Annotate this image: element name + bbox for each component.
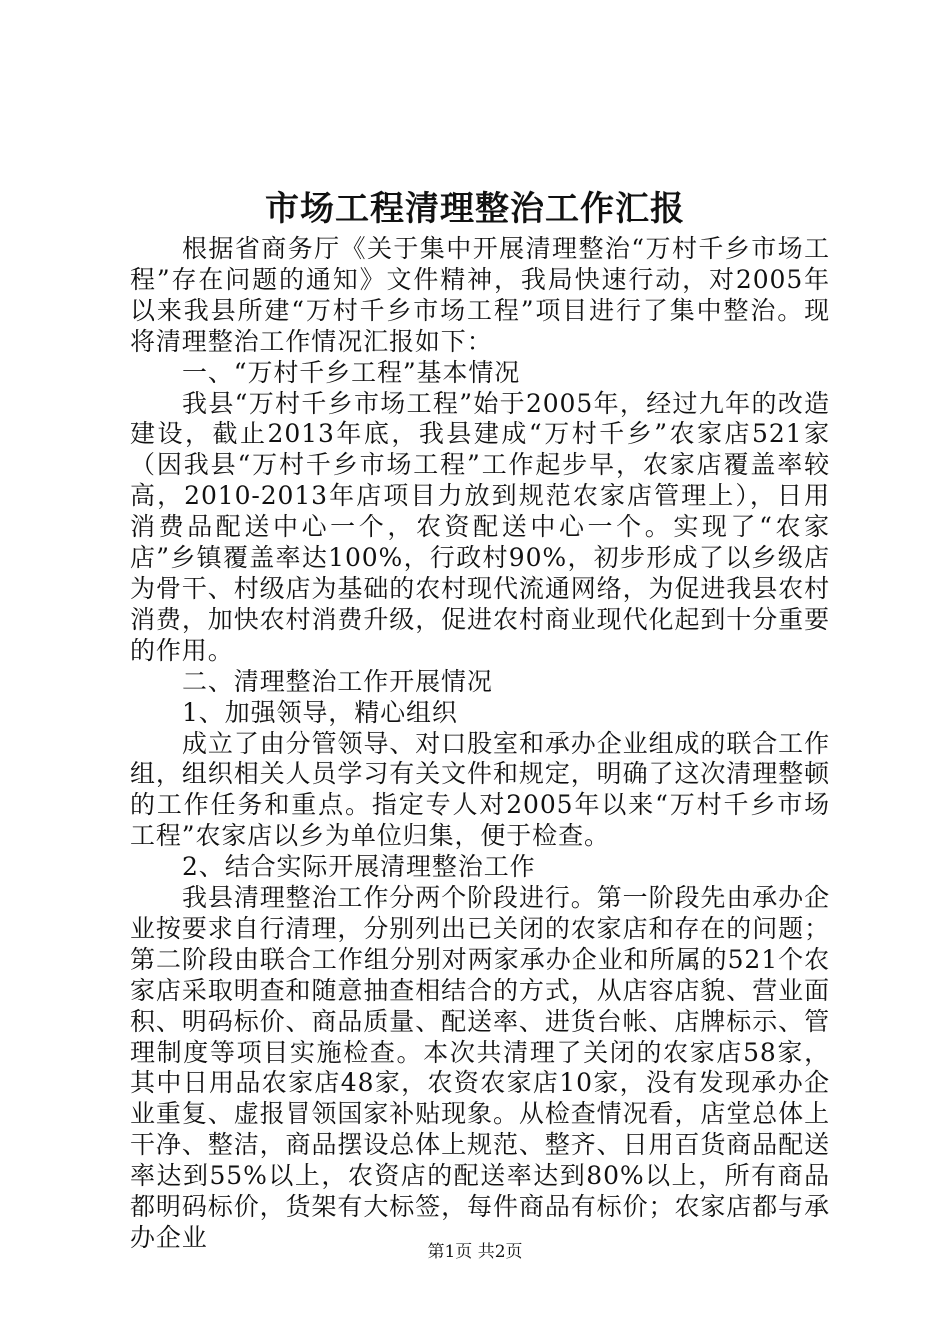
practical-work-paragraph: 我县清理整治工作分两个阶段进行。第一阶段先由承办企业按要求自行清理，分别列出已关闭的农家店和存在的问题；第二阶段由联合工作组分别对两家承办企业和所属的521个农家店采取明查和随意抽查相结合的方式，从店容店貌、营业面积、明码标价、商品质量、配送率、进货台帐、店牌标示、管理制度等项目实施检查。本次共清理了关闭的农家店58家，其中日用品农家店48家，农资农家店10家，没有发现承办企业重复、虚报冒领国家补贴现象。从检查情况看，店堂总体上干净、整洁，商品摆设总体上规范、整齐、日用百货商品配送率达到55%以上，农资店的配送率达到80%以上，所有商品都明码标价，货架有大标签，每件商品有标价；农家店都与承办企业 bbox=[130, 883, 830, 1252]
subsection-heading-leadership: 1、加强领导，精心组织 bbox=[182, 697, 458, 727]
document-title: 市场工程清理整治工作汇报 bbox=[265, 189, 685, 229]
intro-paragraph: 根据省商务厅《关于集中开展清理整治“万村千乡市场工程”存在问题的通知》文件精神，我局快速行动，对2005年以来我县所建“万村千乡市场工程”项目进行了集中整治。现将清理整治工作情况汇报如下： bbox=[130, 234, 830, 356]
section-heading-basic-situation: 一、“万村千乡工程”基本情况 bbox=[182, 357, 521, 387]
leadership-paragraph: 成立了由分管领导、对口股室和承办企业组成的联合工作组，组织相关人员学习有关文件和规定，明确了这次清理整顿的工作任务和重点。指定专人对2005年以来“万村千乡市场工程”农家店以乡为单位归集，便于检查。 bbox=[130, 728, 830, 851]
document-body bbox=[130, 234, 830, 1254]
basic-situation-paragraph: 我县“万村千乡市场工程”始于2005年，经过九年的改造建设，截止2013年底，我县建成“万村千乡”农家店521家（因我县“万村千乡市场工程”工作起步早，农家店覆盖率较高，2010-2013年店项目力放到规范农家店管理上），日用消费品配送中心一个，农资配送中心一个。实现了“农家店”乡镇覆盖率达100%，行政村90%，初步形成了以乡级店为骨干、村级店为基础的农村现代流通网络，为促进我县农村消费，加快农村消费升级，促进农村商业现代化起到十分重要的作用。 bbox=[130, 388, 830, 665]
page-footer: 第1页 共2页 bbox=[427, 1242, 523, 1262]
section-heading-work-progress: 二、清理整治工作开展情况 bbox=[182, 666, 493, 696]
subsection-heading-practical-work: 2、结合实际开展清理整治工作 bbox=[182, 852, 536, 882]
